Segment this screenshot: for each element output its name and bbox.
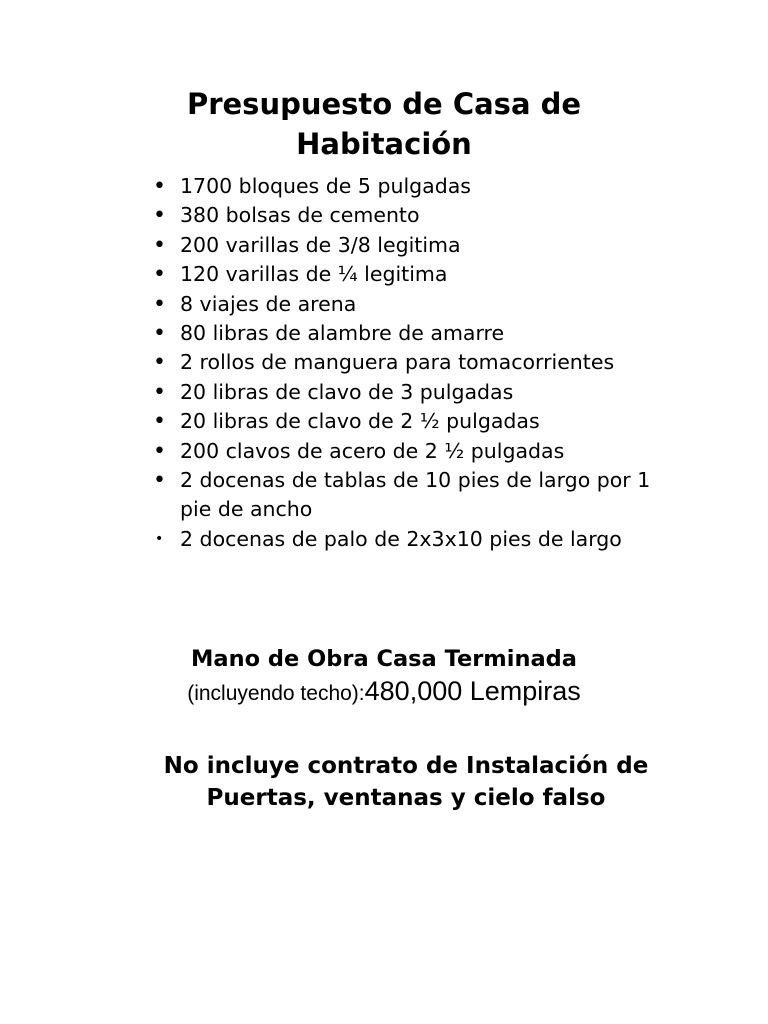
- bullet-icon: •: [153, 409, 166, 435]
- list-item-text: 380 bolsas de cemento: [180, 203, 420, 228]
- bullet-icon: •: [153, 350, 166, 376]
- bullet-icon: •: [153, 291, 166, 317]
- list-item: [150, 407, 670, 436]
- list-item: [150, 172, 670, 201]
- list-item: [150, 437, 670, 466]
- bullet-icon: •: [153, 262, 166, 288]
- bullet-icon: •: [153, 174, 166, 199]
- list-item-text: 2 docenas de palo de 2x3x10 pies de largo: [180, 526, 622, 551]
- list-item: [150, 319, 670, 348]
- list-item-text: 8 viajes de arena: [180, 291, 357, 316]
- list-item: [150, 231, 670, 260]
- list-item-text: 2 docenas de tablas de 10 pies de largo por 1 pie de ancho: [180, 468, 651, 522]
- labor-cost-line: [100, 676, 668, 707]
- list-item: [150, 290, 670, 319]
- list-item: [150, 378, 670, 407]
- list-item: [150, 525, 670, 554]
- list-item: [150, 466, 670, 525]
- list-item-text: 1700 bloques de 5 pulgadas: [180, 174, 471, 198]
- list-item: [150, 201, 670, 230]
- list-item-text: 2 rollos de manguera para tomacorrientes: [180, 350, 615, 375]
- exclusion-note: No incluye contrato de Instalación de Puertas, ventanas y cielo falso: [163, 753, 649, 811]
- materials-list: [150, 172, 670, 554]
- list-item-text: 200 varillas de 3/8 legitima: [180, 232, 461, 257]
- list-item-text: 20 libras de clavo de 2 ½ pulgadas: [180, 409, 540, 434]
- list-item-text: 200 clavos de acero de 2 ½ pulgadas: [180, 438, 565, 463]
- labor-cost-prefix: (incluyendo techo):: [187, 682, 365, 705]
- bullet-icon: •: [153, 468, 166, 494]
- list-item-text: 80 libras de alambre de amarre: [180, 321, 505, 346]
- list-item: [150, 260, 670, 289]
- labor-heading: Mano de Obra Casa Terminada: [191, 646, 577, 672]
- bullet-icon: •: [153, 321, 166, 347]
- bullet-icon: •: [153, 438, 166, 464]
- bullet-icon: •: [153, 232, 166, 258]
- list-item-text: 120 varillas de ¼ legitima: [180, 262, 448, 287]
- list-item-text: 20 libras de clavo de 3 pulgadas: [180, 379, 514, 404]
- document-title: Presupuesto de Casa de Habitación: [186, 87, 582, 161]
- bullet-icon: •: [155, 530, 164, 547]
- bullet-icon: •: [153, 379, 166, 405]
- bullet-icon: •: [153, 203, 166, 229]
- list-item: [150, 348, 670, 377]
- labor-cost-amount: 480,000 Lempiras: [364, 676, 581, 706]
